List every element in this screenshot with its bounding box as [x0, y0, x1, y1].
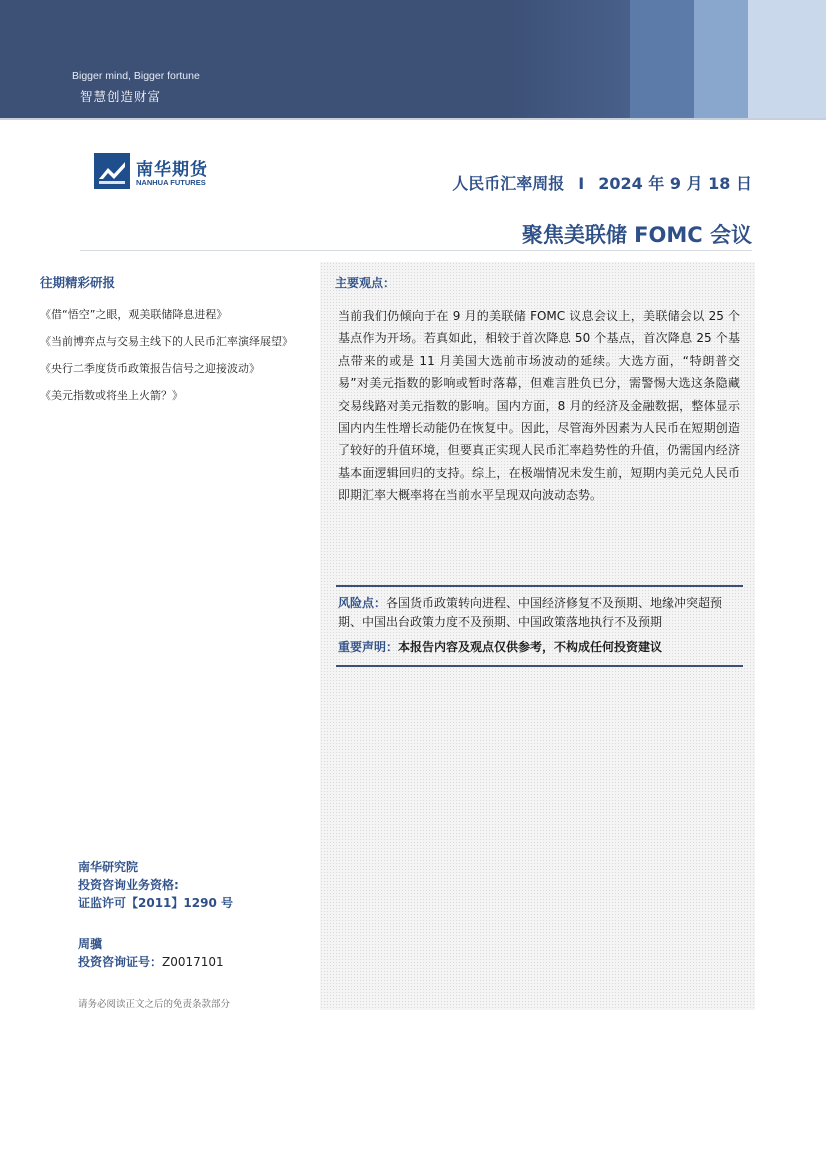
report-headline: 聚焦美联储 FOMC 会议 — [521, 223, 752, 247]
report-title — [452, 171, 752, 194]
notice-label: 重要声明： — [338, 640, 399, 654]
analyst-name: 周骥 — [78, 937, 103, 951]
main-viewpoint-panel — [320, 262, 755, 1010]
risk-text: 各国货币政策转向进程、中国经济修复不及预期、地缘冲突超预期、中国出台政策力度不及预期、中国政策落地执行不及预期 — [338, 596, 723, 629]
company-logo — [94, 153, 244, 193]
title-separator: I — [578, 174, 585, 193]
past-report-link[interactable]: 《借“悟空”之眼，观美联储降息进程》 — [40, 308, 228, 321]
report-date: 2024 年 9 月 18 日 — [598, 174, 752, 193]
past-reports-title: 往期精彩研报 — [40, 275, 116, 290]
disclaimer-note: 请务必阅读正文之后的免责条款部分 — [78, 999, 231, 1010]
analyst-info — [78, 935, 308, 971]
logo-name-cn: 南华期货 — [136, 160, 208, 180]
notice-paragraph — [338, 638, 741, 657]
past-reports-section — [40, 273, 310, 412]
qualification-value: 证监许可【2011】1290 号 — [78, 896, 233, 910]
cert-value: Z0017101 — [162, 955, 224, 969]
institute-name: 南华研究院 — [78, 860, 139, 874]
risk-label: 风险点： — [338, 596, 387, 610]
banner-divider — [0, 118, 826, 120]
banner-slogan-en: Bigger mind, Bigger fortune — [72, 70, 200, 82]
logo-mark-icon — [94, 153, 130, 189]
header-rule — [80, 250, 752, 251]
main-viewpoint-title: 主要观点： — [335, 276, 396, 290]
banner-slogan-cn: 智慧创造财富 — [80, 89, 162, 104]
cert-label: 投资咨询证号： — [78, 955, 163, 969]
banner-band — [510, 0, 630, 118]
risk-paragraph — [338, 594, 741, 631]
past-report-link[interactable]: 《美元指数或将坐上火箭？》 — [40, 389, 183, 402]
risk-box — [336, 585, 743, 667]
main-viewpoint-text: 当前我们仍倾向于在 9 月的美联储 FOMC 议息会议上，美联储会以 25 个基点作为开场。若真如此，相较于首次降息 50 个基点，首次降息 25 个基点带来的或是 11 月美国大选前市场波动的延续。大选方面，“特朗普交易”对美元指数的影响或暂时落幕，但难言胜负已分，需警惕大选这条隐藏交易线路对美元指数的影响。国内方面，8 月的经济及金融数据，整体显示国内内生性增长动能仍在恢复中。因此，尽管海外因素为人民币在短期创造了较好的升值环境，但要真正实现人民币汇率趋势性的升值，仍需国内经济基本面逻辑回归的支持。综上，在极端情况未发生前，短期内美元兑人民币即期汇率大概率将在当前水平呈现双向波动态势。 — [338, 309, 740, 503]
banner-band — [694, 0, 748, 118]
past-report-link[interactable]: 《当前博弈点与交易主线下的人民币汇率演绎展望》 — [40, 335, 293, 348]
logo-name-en: NANHUA FUTURES — [136, 178, 206, 187]
institute-info — [78, 858, 308, 912]
notice-text: 本报告内容及观点仅供参考，不构成任何投资建议 — [398, 640, 663, 654]
banner-band — [630, 0, 694, 118]
header-banner — [0, 0, 826, 118]
past-report-link[interactable]: 《央行二季度货币政策报告信号之迎接波动》 — [40, 362, 260, 375]
banner-band — [748, 0, 826, 118]
qualification-label: 投资咨询业务资格: — [78, 878, 179, 892]
report-name: 人民币汇率周报 — [452, 174, 565, 193]
analyst-cert — [78, 953, 308, 971]
